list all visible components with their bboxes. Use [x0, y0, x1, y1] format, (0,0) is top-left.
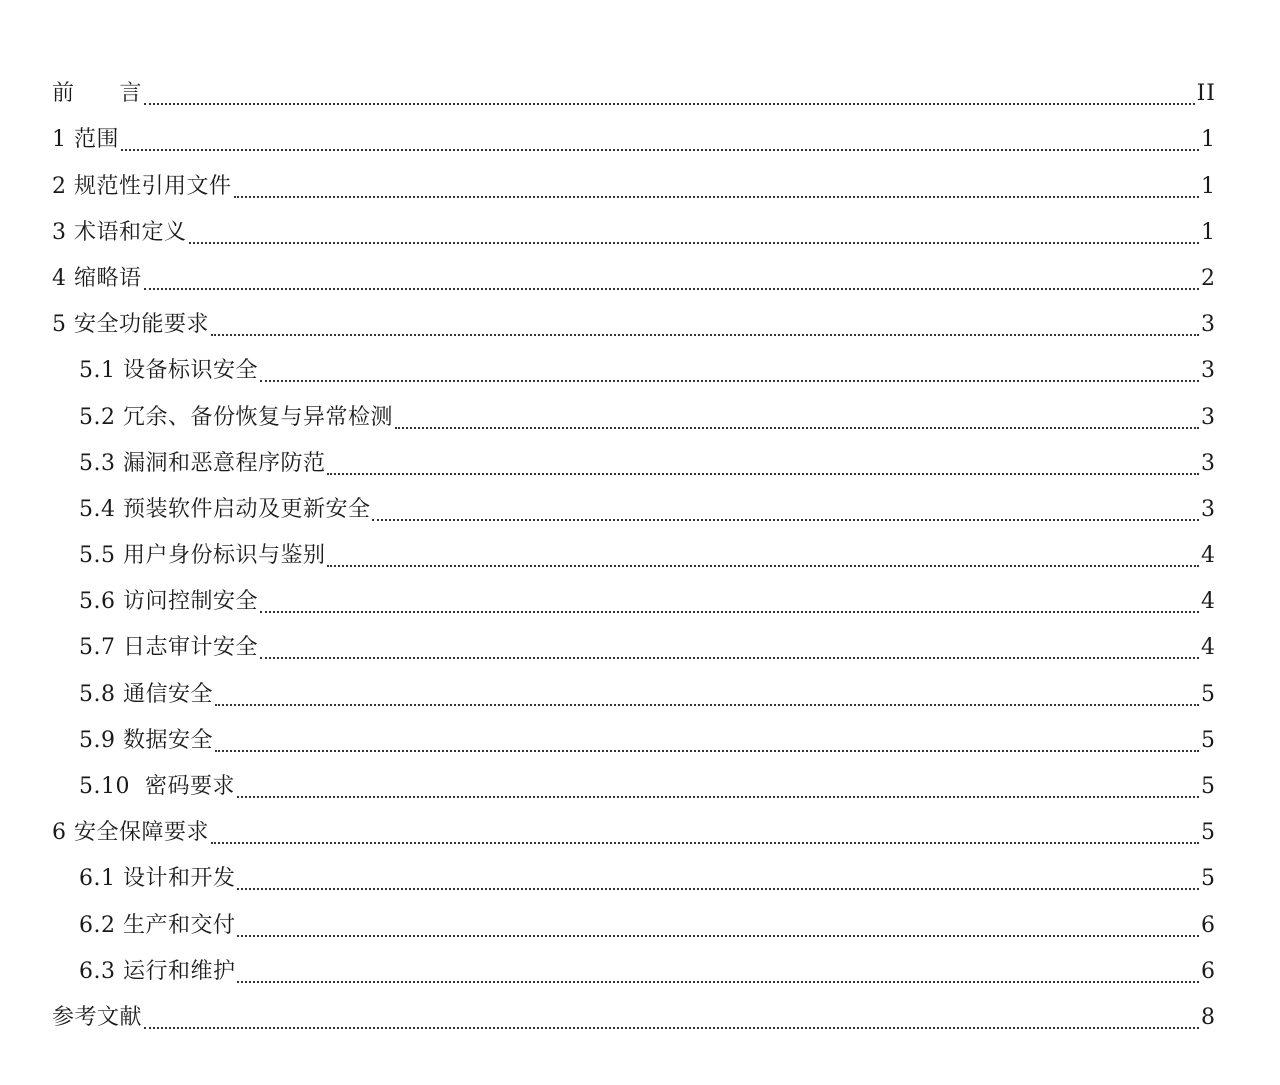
- toc-leader-dots: [237, 934, 1199, 937]
- toc-leader-dots: [260, 610, 1199, 613]
- toc-entry-page: 5: [1201, 681, 1216, 707]
- toc-leader-dots: [215, 703, 1199, 706]
- toc-entry-label: 5.1 设备标识安全: [79, 358, 258, 384]
- toc-leader-dots: [395, 426, 1199, 429]
- table-of-contents: [52, 70, 1216, 1040]
- toc-entry-label: 5.3 漏洞和恶意程序防范: [79, 450, 326, 476]
- toc-leader-dots: [121, 148, 1199, 151]
- toc-entry-2[interactable]: [52, 162, 1216, 208]
- toc-entry-page: 3: [1201, 496, 1216, 522]
- toc-leader-dots: [234, 195, 1200, 198]
- toc-entry-5-1[interactable]: [52, 347, 1216, 393]
- toc-entry-page: 3: [1201, 312, 1216, 338]
- toc-entry-3[interactable]: [52, 209, 1216, 255]
- toc-entry-page: II: [1196, 81, 1216, 107]
- toc-entry-label: 5 安全功能要求: [52, 312, 209, 338]
- toc-entry-label: 6.1 设计和开发: [79, 866, 236, 892]
- toc-entry-6-3[interactable]: [52, 948, 1216, 994]
- toc-leader-dots: [237, 980, 1199, 983]
- toc-entry-page: 4: [1201, 543, 1216, 569]
- toc-entry-page: 4: [1201, 635, 1216, 661]
- toc-entry-label: 5.7 日志审计安全: [79, 635, 258, 661]
- toc-entry-page: 3: [1201, 404, 1216, 430]
- toc-entry-page: 1: [1201, 219, 1216, 245]
- toc-leader-dots: [372, 518, 1199, 521]
- toc-entry-label: 1 范围: [52, 127, 119, 153]
- toc-entry-5-4[interactable]: [52, 486, 1216, 532]
- toc-entry-5[interactable]: [52, 301, 1216, 347]
- toc-entry-5-9[interactable]: [52, 717, 1216, 763]
- toc-leader-dots: [211, 841, 1199, 844]
- toc-leader-dots: [260, 379, 1199, 382]
- toc-entry-label: 6.3 运行和维护: [79, 958, 236, 984]
- toc-entry-label: 5.9 数据安全: [79, 727, 213, 753]
- toc-entry-page: 3: [1201, 450, 1216, 476]
- toc-entry-label: 前 言: [52, 81, 142, 107]
- toc-entry-page: 5: [1201, 866, 1216, 892]
- toc-entry-label: 参考文献: [52, 1004, 143, 1030]
- toc-entry-label: 6.2 生产和交付: [79, 912, 236, 938]
- toc-entry-5-10[interactable]: [52, 763, 1216, 809]
- toc-entry-5-3[interactable]: [52, 440, 1216, 486]
- toc-entry-label: 5.10 密码要求: [79, 774, 235, 799]
- toc-entry-4[interactable]: [52, 255, 1216, 301]
- toc-entry-label: 6 安全保障要求: [52, 820, 209, 846]
- toc-entry-page: 3: [1201, 358, 1216, 384]
- toc-entry-foreword[interactable]: [52, 70, 1216, 116]
- toc-entry-label: 5.6 访问控制安全: [79, 589, 258, 615]
- toc-entry-page: 5: [1201, 820, 1216, 846]
- toc-entry-6-2[interactable]: [52, 901, 1216, 947]
- toc-entry-page: 1: [1201, 173, 1216, 199]
- toc-leader-dots: [260, 656, 1199, 659]
- toc-entry-label: 5.4 预装软件启动及更新安全: [79, 496, 371, 522]
- toc-entry-page: 6: [1201, 958, 1216, 984]
- toc-leader-dots: [211, 333, 1199, 336]
- toc-leader-dots: [237, 887, 1199, 890]
- toc-entry-page: 4: [1201, 589, 1216, 615]
- toc-entry-page: 5: [1201, 774, 1216, 799]
- toc-leader-dots: [144, 102, 1195, 105]
- toc-entry-references[interactable]: [52, 994, 1216, 1040]
- toc-leader-dots: [144, 1026, 1199, 1029]
- toc-entry-5-7[interactable]: [52, 624, 1216, 670]
- toc-leader-dots: [327, 564, 1199, 567]
- toc-leader-dots: [237, 795, 1199, 798]
- toc-leader-dots: [189, 241, 1200, 244]
- toc-entry-5-8[interactable]: [52, 670, 1216, 716]
- toc-leader-dots: [327, 472, 1199, 475]
- toc-entry-label: 5.2 冗余、备份恢复与异常检测: [79, 404, 393, 430]
- toc-leader-dots: [215, 749, 1199, 752]
- toc-entry-page: 5: [1201, 727, 1216, 753]
- toc-entry-page: 6: [1201, 912, 1216, 938]
- toc-leader-dots: [144, 287, 1200, 290]
- toc-entry-5-5[interactable]: [52, 532, 1216, 578]
- toc-entry-label: 5.5 用户身份标识与鉴别: [79, 543, 326, 569]
- toc-entry-label: 2 规范性引用文件: [52, 173, 232, 199]
- toc-entry-6-1[interactable]: [52, 855, 1216, 901]
- toc-entry-page: 8: [1201, 1004, 1216, 1030]
- toc-entry-page: 1: [1201, 127, 1216, 153]
- toc-entry-5-6[interactable]: [52, 578, 1216, 624]
- toc-entry-label: 4 缩略语: [52, 265, 142, 291]
- toc-entry-5-2[interactable]: [52, 393, 1216, 439]
- toc-entry-label: 3 术语和定义: [52, 219, 187, 245]
- toc-entry-6[interactable]: [52, 809, 1216, 855]
- toc-entry-label: 5.8 通信安全: [79, 681, 213, 707]
- toc-entry-page: 2: [1201, 265, 1216, 291]
- toc-entry-1[interactable]: [52, 116, 1216, 162]
